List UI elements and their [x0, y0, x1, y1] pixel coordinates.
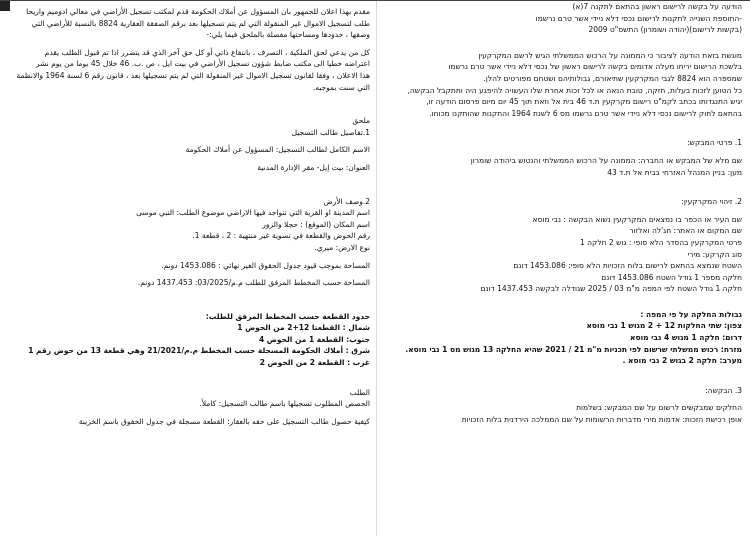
- annex-title: ملحق: [352, 116, 370, 126]
- hebrew-section-land: [382, 196, 742, 295]
- hebrew-column: [382, 1, 742, 536]
- hebrew-section-request: [382, 385, 742, 426]
- section-heading: الطلب: [349, 387, 370, 397]
- arabic-section-land: [14, 196, 370, 289]
- text-line: مقدم بهذا اعلان للجمهور بان المسؤول عن أملاك الحكومة قدم لمكتب تسجيل الأراضي في معالي ادوميم واريحا: [26, 7, 370, 16]
- text-line: شمال : القطعتا 12+2 من الحوض 1: [237, 323, 370, 333]
- text-line: الاسم الكامل لطالب التسجيل: المسؤول عن أملاك الحكومة: [185, 145, 370, 155]
- text-line: אופן רכישת הזכות: אדמות מירי מדברות הרשומות על שם הממלכה הירדנית בלוח הזכויות: [461, 415, 742, 425]
- arabic-section-request: [14, 387, 370, 428]
- text-line: العنوان: بيت إيل- مقر الإدارة المدنية: [257, 162, 370, 172]
- text-line: שמספרה הוא 8824 לגבי המקרקעין שתיאורם, גבולותיהם ושטחם מפורטים להלן.: [483, 73, 742, 83]
- section-heading: 2. זיהוי המקרקעין:: [681, 197, 742, 207]
- text-line: طلب لتسجيل الاموال غير المنقولة التي لم يتم تسجيلها بعد برقم الصفقة العقارية 8824 بالنسبة للأراضي التي: [31, 18, 370, 28]
- text-line: هذا الاعلان ، وفقا لقانون تسجيل الاموال غير المنقولة التي لم يتم تسجيلها بعد ، قانون رقم 6 لسنة 1964 والانظمة: [16, 70, 370, 80]
- text-line: מען: בניין המנהל האזרחי בבית אל ת.ד 43: [607, 167, 742, 177]
- text-line: השטח שנמצא בהתאם לרישום בלוח הזכויות הלא סופי: 1453.086 דונם: [513, 261, 742, 271]
- text-line: التي سنت بموجبه.: [312, 82, 370, 92]
- text-line: הודעה על בקשה לרישום ראשון בהתאם לתקנה 7(א): [572, 2, 742, 11]
- text-line: מוגשת בזאת הודעה לציבור כי הממונה על הרכוש הממשלתי הגיש לרשם המקרקעין: [478, 50, 742, 60]
- text-line: وصفها ، حدودها ومساحتها مفصلة بالملحق فيما يلي:-: [206, 30, 370, 40]
- text-line: رقم الحوض والقطعة في تسوية غير منتهية : 2 ، قطعة 1.: [192, 231, 370, 241]
- arabic-column: [14, 1, 370, 536]
- text-line: צפון: שתי החלקות 12 + 2 מגוש 1 נבי מוסא: [586, 321, 742, 331]
- section-heading: 1. פרטי המבקש:: [687, 138, 742, 148]
- arabic-section-borders: [14, 311, 370, 369]
- text-line: בלשכת הרישום יריחו מעלה אדומים בקשה לרישום ראשון של נכסי דלא ניידי אשר טרם נרשמו: [448, 62, 742, 72]
- text-line: -התוספת השנייה לתקנות לרישום נכסי דלא ניידי אשר טרם נרשמו: [535, 13, 742, 23]
- text-line: שם המקום או האתר: חג'לה ואלזור: [629, 226, 742, 236]
- section-heading: גבולות החלקה על פי המפה :: [640, 309, 742, 319]
- text-line: اعتراضه خطيا الى مكتب ضابط شؤون تسجيل الأراضي في بيت ايل ، ص .ب. 46 خلال 45 يوما من يوم نشر: [35, 59, 370, 69]
- text-line: شرق : أملاك الحكومة المسجلة حسب المخطط م.م/21/2021 وهي قطعة 13 من حوض رقم 1: [28, 346, 370, 356]
- section-heading: 1.تفاصيل طالب التسجيل: [291, 127, 370, 137]
- text-line: חלקה מספר 1 גודל השטח 1453.086 דונם: [601, 272, 742, 282]
- text-line: כל הטוען לזכות בעלות, חזקה, טובת הנאה או לכל זכות אחרת שלו העשויה להיפגע היה ותתקבל הבקשה,: [407, 85, 742, 95]
- text-line: בהתאם לחוק לרישום נכסי דלא ניידי אשר טרם נרשמו מס 6 לשנת 1964 והתקנות שהותקנו מכוחו.: [429, 108, 742, 118]
- text-line: اسم المكان (الموقع) : حجلا والزور: [262, 219, 370, 229]
- text-line: اسم المدينة او القرية التي تتواجد فيها الاراضي موضوع الطلب: النبي موسى: [136, 208, 370, 218]
- text-line: نوع الارض: ميري.: [314, 242, 370, 252]
- hebrew-section-borders: [382, 309, 742, 367]
- text-line: שם מלא של המבקש או החברה: הממונה על הרכוש הממשלתי והנטוש ביהודה שומרון: [470, 155, 742, 165]
- text-line: المساحة حسب المخطط المرفق للطلب م.م/03/2025: 1437.453 دونم.: [137, 278, 370, 288]
- text-line: غرب : القطعة 2 من الحوض 2: [259, 358, 370, 368]
- text-line: החלקים שמבקשים לרשום על שם המבקש: בשלמות: [576, 403, 742, 413]
- text-line: جنوب: القطعة 1 من الحوض 4: [258, 334, 370, 344]
- hebrew-section-applicant: [382, 137, 742, 178]
- section-heading: 3. הבקשה:: [705, 385, 742, 395]
- text-line: (בקשות לרישום)(יהודה ושומרון) התשס"ט 2009: [588, 25, 742, 35]
- text-line: יגיש התנגדותו בכתב לקמ"ט רישום מקרקעין ת.ד 46 בית אל וזאת תוך 45 יום מיום פרסום הודעה זו,: [426, 97, 742, 107]
- text-line: שם העיר או הכפר בו נמצאים המקרקעין נשוא הבקשה : נבי מוסא: [532, 214, 742, 224]
- text-line: المساحة بموجب قيود جدول الحقوق الغير نهائي : 1453.086 دونم.: [161, 260, 370, 270]
- text-line: الحصص المطلوب تسجيلها باسم طالب التسجيل: كاملأ.: [199, 399, 370, 409]
- text-line: פרטי המקרקעין בהסדר הלא סופי : גוש 2 חלקה 1: [579, 237, 742, 247]
- text-line: كل من يدعي لحق الملكية ، التصرف ، بانتفاع ذاتي أو كل حق آخر الذي قد يتضرر اذا تم قبول الطلب يقدم: [44, 47, 370, 57]
- arabic-intro: [14, 6, 370, 93]
- corner-mark: [0, 1, 10, 11]
- text-line: סוג הקרקע: מירי: [687, 249, 742, 259]
- text-line: מזרח: רכוש ממשלתי שרשום לפי תכניות מ"מ 21 / 2021 שהיא החלקה 13 מגוש מס 1 נבי מוסא.: [405, 344, 742, 354]
- text-line: מערב: חלקה 2 בגוש 2 נבי מוסא .: [622, 356, 742, 366]
- hebrew-header: [382, 1, 742, 36]
- text-line: كيفية حصول طالب التسجيل على حقه بالعقار: القطعة مسجلة في جدول الحقوق باسم الخزينة: [78, 416, 370, 426]
- section-heading: 2.وصف الأرض: [323, 196, 370, 206]
- arabic-section-applicant: [14, 127, 370, 174]
- text-line: דרום: חלקה 1 מגוש 4 נבי מוסא: [630, 333, 742, 343]
- text-line: חלקה 1 גודל השטח לפי המפה מ"מ 03 / 2025 שגודלה לבקשה 1437.453 דונם: [480, 284, 742, 294]
- section-heading: حدود القطعة حسب المخطط المرفق للطلب:: [205, 311, 370, 321]
- column-divider: [376, 1, 377, 536]
- hebrew-body: [382, 50, 742, 120]
